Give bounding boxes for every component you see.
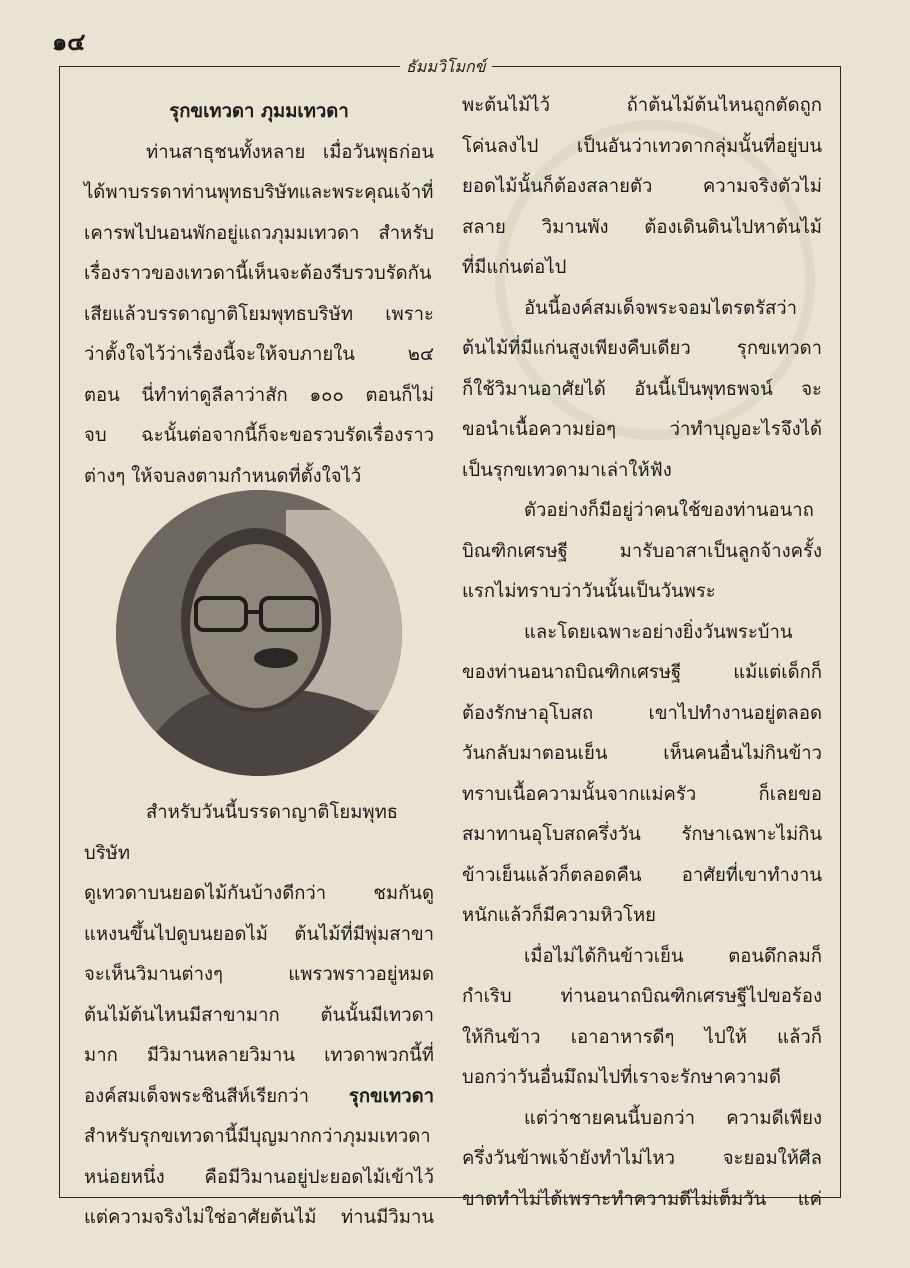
paragraph-line: ขาดทำไม่ได้เพราะทำความดีไม่เต็มวัน แค่ [462,1188,822,1210]
paragraph-line: ว่าตั้งใจไว้ว่าเรื่องนี้จะให้จบภายใน ๒๔ [84,344,434,365]
paragraph-line: ขอนำเนื้อความย่อๆ ว่าทำบุญอะไรจึงได้ [462,419,822,440]
paragraph-line: สมาทานอุโบสถครึ่งวัน รักษาเฉพาะไม่กิน [462,824,822,845]
paragraph-line: ต้องรักษาอุโบสถ เขาไปทำงานอยู่ตลอด [462,702,822,724]
paragraph-line: ครึ่งวันข้าพเจ้ายังทำไม่ไหว จะยอมให้ศีล [462,1148,822,1169]
monk-portrait-photo [116,490,402,776]
paragraph-line: แต่ว่าชายคนนี้บอกว่า ความดีเพียง [524,1107,822,1129]
paragraph-line: ยอดไม้นั้นก็ต้องสลายตัว ความจริงตัวไม่ [462,176,822,197]
paragraph-line: ก็ใช้วิมานอาศัยได้ อันนี้เป็นพุทธพจน์ จะ [462,378,822,400]
page-number: ๑๔ [52,27,86,56]
paragraph-line: ให้กินข้าว เอาอาหารดีๆ ไปให้ แล้วก็ [462,1026,822,1048]
paragraph-line: บอกว่าวันอื่นมึถมไปที่เราจะรักษาความดี [462,1067,781,1088]
right-column [462,86,822,1220]
paragraph-line: พะต้นไม้ไว้ ถ้าต้นไม้ต้นไหนถูกตัดถูก [462,95,822,116]
paragraph-line: สำหรับวันนี้บรรดาญาติโยมพุทธบริษัท [84,802,399,864]
paragraph-line: หนักแล้วก็มีความหิวโหย [462,905,656,926]
paragraph-line: สำหรับรุกขเทวดานี้มีบุญมากกว่าภุมมเทวดา [84,1126,431,1147]
paragraph-line: ดูเทวดาบนยอดไม้กันบ้างดีกว่า ชมกันดู [84,883,434,904]
paragraph-line: หน่อยหนึ่ง คือมีวิมานอยู่ปะยอดไม้เข้าไว้ [84,1166,434,1188]
paragraph-line: มาก มีวิมานหลายวิมาน เทวดาพวกนี้ที่ [84,1045,434,1066]
paragraph-line: สลาย วิมานพัง ต้องเดินดินไปหาต้นไม้ [462,216,822,238]
paragraph-line: เป็นรุกขเทวดามาเล่าให้ฟัง [462,459,672,481]
paragraph-line: ได้พาบรรดาท่านพุทธบริษัทและพระคุณเจ้าที่ [84,182,434,203]
paragraph-line: ที่มีแก่นต่อไป [462,257,567,278]
paragraph-line: และโดยเฉพาะอย่างยิ่งวันพระบ้าน [524,621,793,643]
paragraph-line: อันนี้องค์สมเด็จพระจอมไตรตรัสว่า [524,297,798,319]
left-column-bottom [84,793,434,1239]
paragraph-line: วันกลับมาตอนเย็น เห็นคนอื่นไม่กินข้าว [462,743,822,764]
article-heading: รุกขเทวดา ภุมมเทวดา [169,101,349,122]
paragraph-line: ตัวอย่างก็มีอยู่ว่าคนใช้ของท่านอนาถ [524,500,814,521]
paragraph-line: ทราบเนื้อความนั้นจากแม่ครัว ก็เลยขอ [462,783,822,805]
paragraph-line: จะเห็นวิมานต่างๆ แพรวพราวอยู่หมด [84,964,434,985]
paragraph-line: แต่ความจริงไม่ใช่อาศัยต้นไม้ ท่านมีวิมาน [84,1207,434,1228]
paragraph-line: เสียแล้วบรรดาญาติโยมพุทธบริษัท เพราะ [84,303,434,325]
monk-portrait-illustration [116,490,402,776]
paragraph-line: จบ ฉะนั้นต่อจากนี้ก็จะขอรวบรัดเรื่องราว [84,425,434,446]
paragraph-line: ท่านสาธุชนทั้งหลาย เมื่อวันพุธก่อน [146,141,434,163]
left-column-top [84,92,434,497]
running-head: ธัมมวิโมกข์ [400,55,492,80]
paragraph-line: กำเริบ ท่านอนาถบิณฑิกเศรษฐีไปขอร้อง [462,986,822,1007]
line-prefix: องค์สมเด็จพระชินสีห์เรียกว่า [84,1085,310,1107]
paragraph-line: บิณฑิกเศรษฐี มารับอาสาเป็นลูกจ้างครั้ง [462,540,822,562]
bold-term: รุกขเทวดา [348,1085,434,1107]
paragraph-line: ต้นไม้ต้นไหนมีสาขามาก ต้นนั้นมีเทวดา [84,1004,434,1026]
paragraph-line: แหงนขึ้นไปดูบนยอดไม้ ต้นไม้ที่มีพุ่มสาขา [84,923,434,945]
paragraph-line: แรกไม่ทราบว่าวันนั้นเป็นวันพระ [462,581,716,602]
paragraph-line [84,1077,434,1118]
paragraph-line: ต่างๆ ให้จบลงตามกำหนดที่ตั้งใจไว้ [84,465,362,487]
paragraph-line: เคารพไปนอนพักอยู่แถวภุมมเทวดา สำหรับ [84,222,434,244]
paragraph-line: ต้นไม้ที่มีแก่นสูงเพียงคืบเดียว รุกขเทวดา [462,338,822,359]
paragraph-line: เรื่องราวของเทวดานี้เห็นจะต้องรีบรวบรัดกัน [84,263,432,284]
paragraph-line: โค่นลงไป เป็นอันว่าเทวดากลุ่มนั้นที่อยู่บน [462,135,822,157]
paragraph-line: ข้าวเย็นแล้วก็ตลอดคืน อาศัยที่เขาทำงาน [462,864,822,886]
paragraph-line: ของท่านอนาถบิณฑิกเศรษฐี แม้แต่เด็กก็ [462,662,822,683]
paragraph-line: ตอน นี่ทำท่าดูลีลาว่าสัก ๑๐๐ ตอนก็ไม่ [84,384,434,406]
paragraph-line: เมื่อไม่ได้กินข้าวเย็น ตอนดึกลมก็ [524,945,822,967]
